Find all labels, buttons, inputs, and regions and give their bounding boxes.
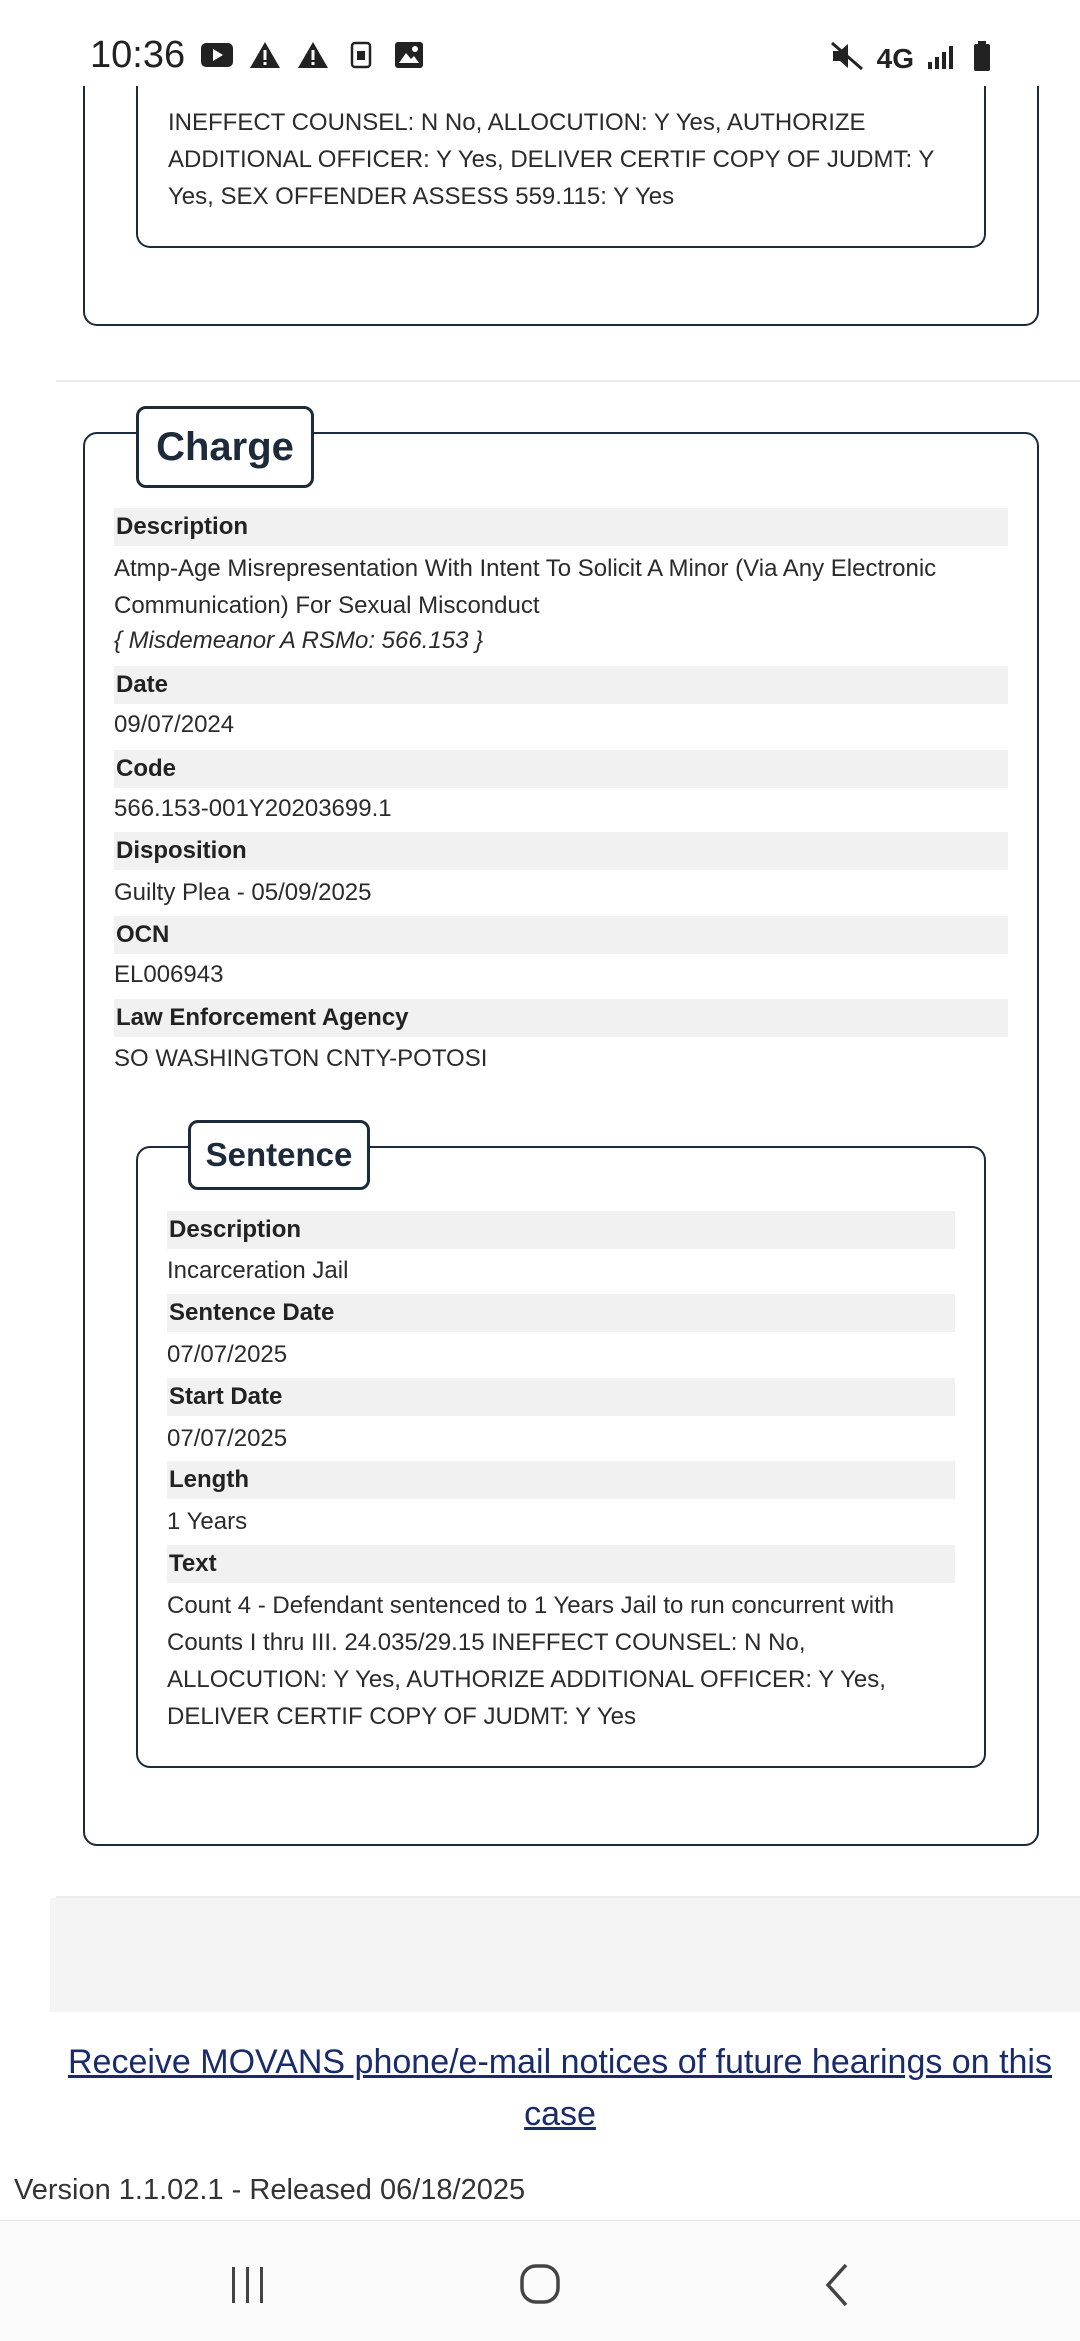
sentence-date: 07/07/2025	[167, 1341, 288, 1368]
gallery-icon	[392, 40, 426, 70]
warning-icon	[296, 40, 330, 70]
back-button[interactable]	[808, 2257, 868, 2313]
charge-agency: SO WASHINGTON CNTY-POTOSI	[114, 1045, 488, 1072]
sentence-description-label: Description	[167, 1211, 955, 1249]
footer-gray-area	[50, 1898, 1080, 2012]
movans-notices-link[interactable]: Receive MOVANS phone/e-mail notices of future hearings on this case	[68, 2043, 1052, 2133]
sentence-legend: Sentence	[188, 1120, 370, 1190]
sentence-date-label: Sentence Date	[167, 1294, 955, 1332]
previous-sentence-text: INEFFECT COUNSEL: N No, ALLOCUTION: Y Yes, AUTHORIZE ADDITIONAL OFFICER: Y Yes, DELIVER CERTIF COPY OF JUDMT: Y Yes, SEX OFFENDER ASSESS 559.115: Y Yes	[168, 109, 934, 210]
charge-legend: Charge	[136, 406, 314, 488]
status-time: 10:36	[90, 34, 186, 76]
charge-date: 09/07/2024	[114, 711, 235, 738]
sentence-text: Count 4 - Defendant sentenced to 1 Years Jail to run concurrent with Counts I thru III. 24.035/29.15 INEFFECT COUNSEL: N No, ALLOCUTION: Y Yes, AUTHORIZE ADDITIONAL OFFICER: Y Yes, DELIVER CERTIF COPY OF JUDMT: Y Yes	[167, 1592, 895, 1730]
charge-agency-label: Law Enforcement Agency	[114, 999, 1008, 1037]
sentence-length: 1 Years	[167, 1508, 248, 1535]
charge-code-label: Code	[114, 750, 1008, 788]
home-button[interactable]	[510, 2257, 570, 2313]
charge-description-detail: { Misdemeanor A RSMo: 566.153 }	[114, 627, 484, 654]
section-separator	[56, 380, 1080, 382]
home-icon	[510, 2257, 570, 2313]
charge-code: 566.153-001Y20203699.1	[114, 795, 392, 822]
back-icon	[808, 2257, 868, 2313]
sentence-text-label: Text	[167, 1545, 955, 1583]
version-text: Version 1.1.02.1 - Released 06/18/2025	[14, 2174, 526, 2206]
recent-apps-button[interactable]	[218, 2257, 278, 2313]
status-bar	[0, 0, 1080, 86]
charge-ocn: EL006943	[114, 961, 224, 988]
battery-icon	[972, 40, 992, 77]
mute-icon	[829, 41, 865, 76]
signal-icon	[926, 42, 960, 75]
sentence-description: Incarceration Jail	[167, 1257, 349, 1284]
network-icon: 4G	[876, 42, 914, 74]
charge-date-label: Date	[114, 666, 1008, 704]
charge-disposition: Guilty Plea - 05/09/2025	[114, 879, 372, 906]
charge-disposition-label: Disposition	[114, 832, 1008, 870]
charge-description: Atmp-Age Misrepresentation With Intent To Solicit A Minor (Via Any Electronic Communication) For Sexual Misconduct	[114, 555, 937, 619]
sim-icon	[344, 40, 378, 70]
youtube-icon	[200, 40, 234, 70]
sentence-start-date-label: Start Date	[167, 1378, 955, 1416]
recent-apps-icon	[218, 2257, 278, 2313]
sentence-length-label: Length	[167, 1461, 955, 1499]
sentence-start-date: 07/07/2025	[167, 1425, 288, 1452]
charge-description-label: Description	[114, 508, 1008, 546]
warning-icon	[248, 40, 282, 70]
navigation-bar	[0, 2220, 1080, 2341]
charge-ocn-label: OCN	[114, 916, 1008, 954]
